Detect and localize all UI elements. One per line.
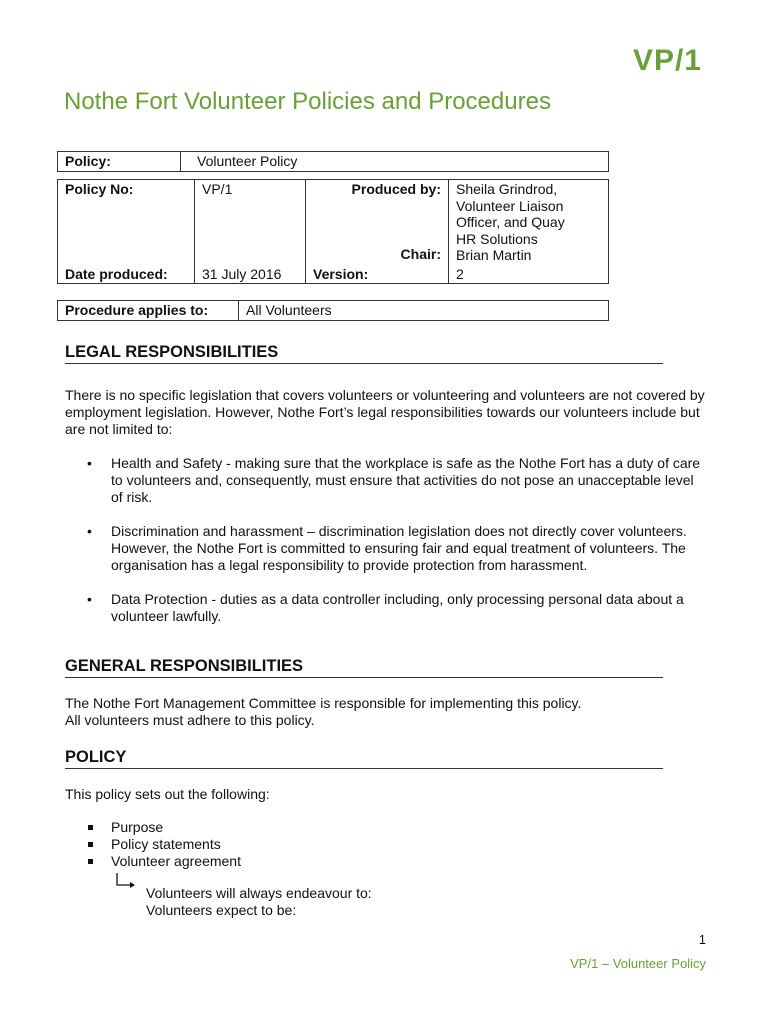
page-title: Nothe Fort Volunteer Policies and Procedures (64, 88, 551, 115)
version-label: Version: (306, 265, 449, 284)
date-produced-value: 31 July 2016 (195, 265, 306, 284)
policy-heading: POLICY (65, 748, 663, 769)
legal-intro: There is no specific legislation that covers volunteers or volunteering and volunteers are not covered by employment legislation. However, Nothe Fort’s legal responsibilities towards our volunteers include but are not limited to: (65, 387, 705, 437)
produced-by-cell-value (449, 180, 609, 265)
list-item: • Health and Safety - making sure that the workplace is safe as the Nothe Fort has a duty of care to volunteers and, consequently, must ensure that activities do not pose an unacceptable level of risk. (65, 455, 705, 506)
list-item: • Data Protection - duties as a data controller including, only processing personal data about a volunteer lawfully. (65, 591, 705, 625)
applies-label: Procedure applies to: (58, 301, 239, 321)
policy-value: Volunteer Policy (181, 152, 609, 172)
policy-table (57, 151, 609, 172)
agreement-sub-1: Volunteers will always endeavour to: (146, 885, 372, 901)
legal-list (65, 455, 705, 642)
policy-details-table (57, 179, 609, 284)
general-heading: GENERAL RESPONSIBILITIES (65, 657, 663, 678)
produced-by-label: Produced by: (351, 181, 441, 197)
list-item: Purpose (65, 819, 241, 836)
list-item: Policy statements (65, 836, 241, 853)
agreement-sub-2: Volunteers expect to be: (146, 902, 297, 918)
corner-arrow-icon (116, 873, 136, 889)
policy-label: Policy: (58, 152, 181, 172)
policy-intro: This policy sets out the following: (65, 786, 270, 802)
policy-no-value: VP/1 (195, 180, 306, 265)
legal-heading: LEGAL RESPONSIBILITIES (65, 343, 663, 364)
general-line-1: The Nothe Fort Management Committee is responsible for implementing this policy. (65, 695, 582, 711)
list-item: • Discrimination and harassment – discrimination legislation does not directly cover volunteers. However, the Nothe Fort is committed to ensuring fair and equal treatment of volunteers. The organisation has a legal responsibility to provide protection from harassment. (65, 523, 705, 574)
chair-label: Chair: (400, 246, 441, 262)
list-item: Volunteer agreement (65, 853, 241, 870)
document-code: VP/1 (632, 44, 702, 77)
chair-value: Brian Martin (456, 247, 532, 263)
page-number: 1 (698, 932, 706, 947)
date-produced-label: Date produced: (58, 265, 195, 284)
policy-list (65, 819, 241, 870)
produced-by-value: Sheila Grindrod, Volunteer Liaison Officer, and Quay HR Solutions (456, 181, 565, 247)
applies-value: All Volunteers (239, 301, 609, 321)
applies-table (57, 300, 609, 321)
produced-by-cell (306, 180, 449, 265)
policy-no-label: Policy No: (58, 180, 195, 265)
footer-text: VP/1 – Volunteer Policy (570, 956, 706, 971)
general-line-2: All volunteers must adhere to this policy. (65, 712, 315, 728)
version-value: 2 (449, 265, 609, 284)
